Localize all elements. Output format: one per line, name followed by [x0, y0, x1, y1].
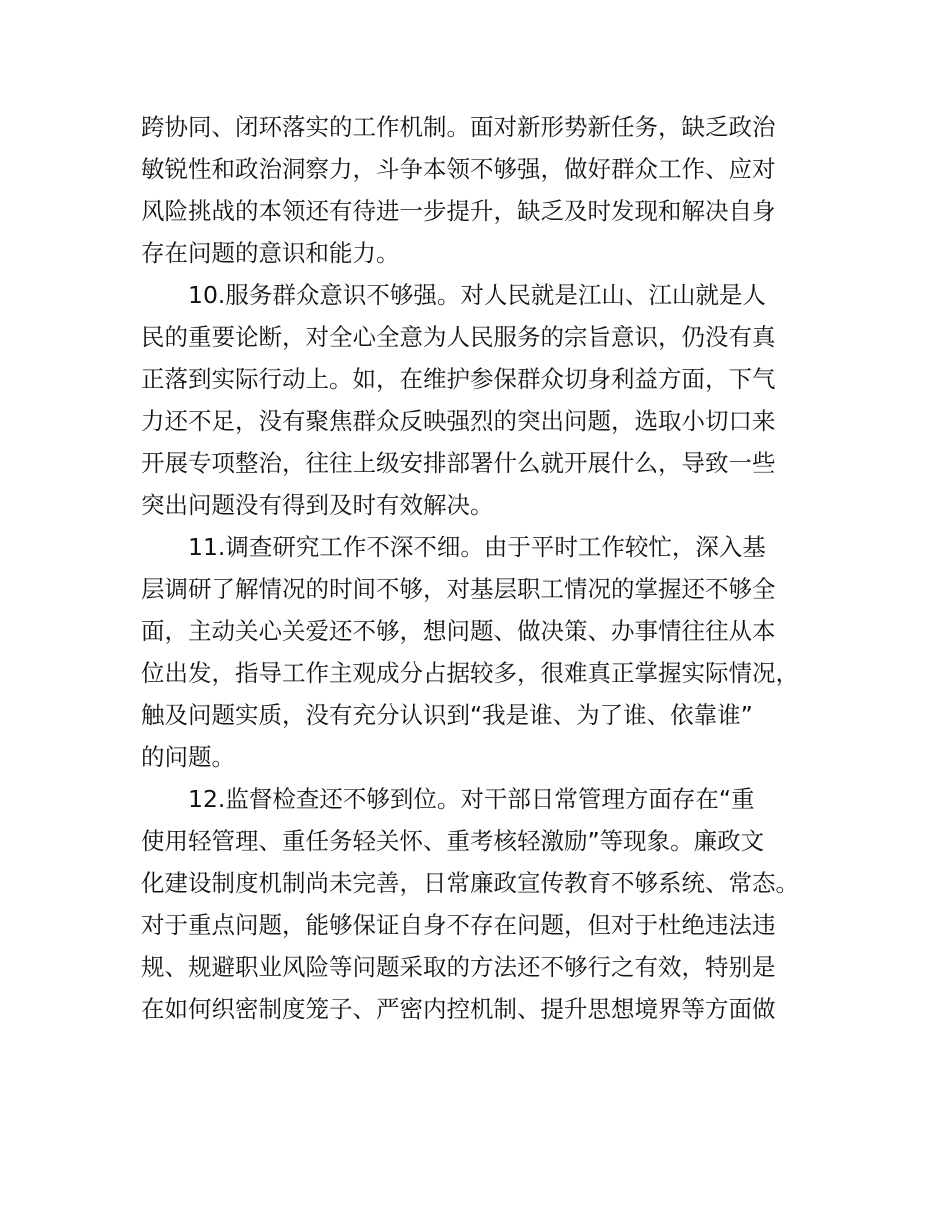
text-line: 跨协同、闭环落实的工作机制。面对新形势新任务，缺乏政治 [141, 113, 776, 141]
text-line: 层调研了解情况的时间不够，对基层职工情况的掌握还不够全 [141, 575, 776, 603]
text-line: 位出发，指导工作主观成分占据较多，很难真正掌握实际情况， [141, 659, 799, 687]
text-line: 在如何织密制度笼子、严密内控机制、提升思想境界等方面做 [141, 995, 776, 1023]
document-body [141, 106, 821, 1030]
text-line: 10.服务群众意识不够强。对人民就是江山、江山就是人 [188, 281, 766, 309]
text-line: 突出问题没有得到及时有效解决。 [141, 491, 494, 519]
text-line: 开展专项整治，往往上级安排部署什么就开展什么，导致一些 [141, 449, 776, 477]
text-line: 正落到实际行动上。如，在维护参保群众切身利益方面，下气 [141, 365, 776, 393]
text-line: 力还不足，没有聚焦群众反映强烈的突出问题，选取小切口来 [141, 407, 776, 435]
text-line: 规、规避职业风险等问题采取的方法还不够行之有效，特别是 [141, 953, 776, 981]
text-line: 风险挑战的本领还有待进一步提升，缺乏及时发现和解决自身 [141, 197, 776, 225]
paragraph-12 [141, 778, 821, 1030]
text-line: 对于重点问题，能够保证自身不存在问题，但对于杜绝违法违 [141, 911, 776, 939]
text-line: 民的重要论断，对全心全意为人民服务的宗旨意识，仍没有真 [141, 323, 776, 351]
paragraph-11 [141, 526, 821, 778]
text-line: 11.调查研究工作不深不细。由于平时工作较忙，深入基 [188, 533, 766, 561]
text-line: 存在问题的意识和能力。 [141, 239, 400, 267]
text-line: 使用轻管理、重任务轻关怀、重考核轻激励”等现象。廉政文 [141, 827, 765, 855]
text-line: 面，主动关心关爱还不够，想问题、做决策、办事情往往从本 [141, 617, 776, 645]
text-line: 敏锐性和政治洞察力，斗争本领不够强，做好群众工作、应对 [141, 155, 776, 183]
text-line: 的问题。 [141, 743, 235, 771]
text-line: 触及问题实质，没有充分认识到“我是谁、为了谁、依靠谁” [141, 701, 753, 729]
paragraph-10 [141, 274, 821, 526]
paragraph-continuation [141, 106, 821, 274]
text-line: 12.监督检查还不够到位。对干部日常管理方面存在“重 [188, 785, 755, 813]
text-line: 化建设制度机制尚未完善，日常廉政宣传教育不够系统、常态。 [141, 869, 799, 897]
